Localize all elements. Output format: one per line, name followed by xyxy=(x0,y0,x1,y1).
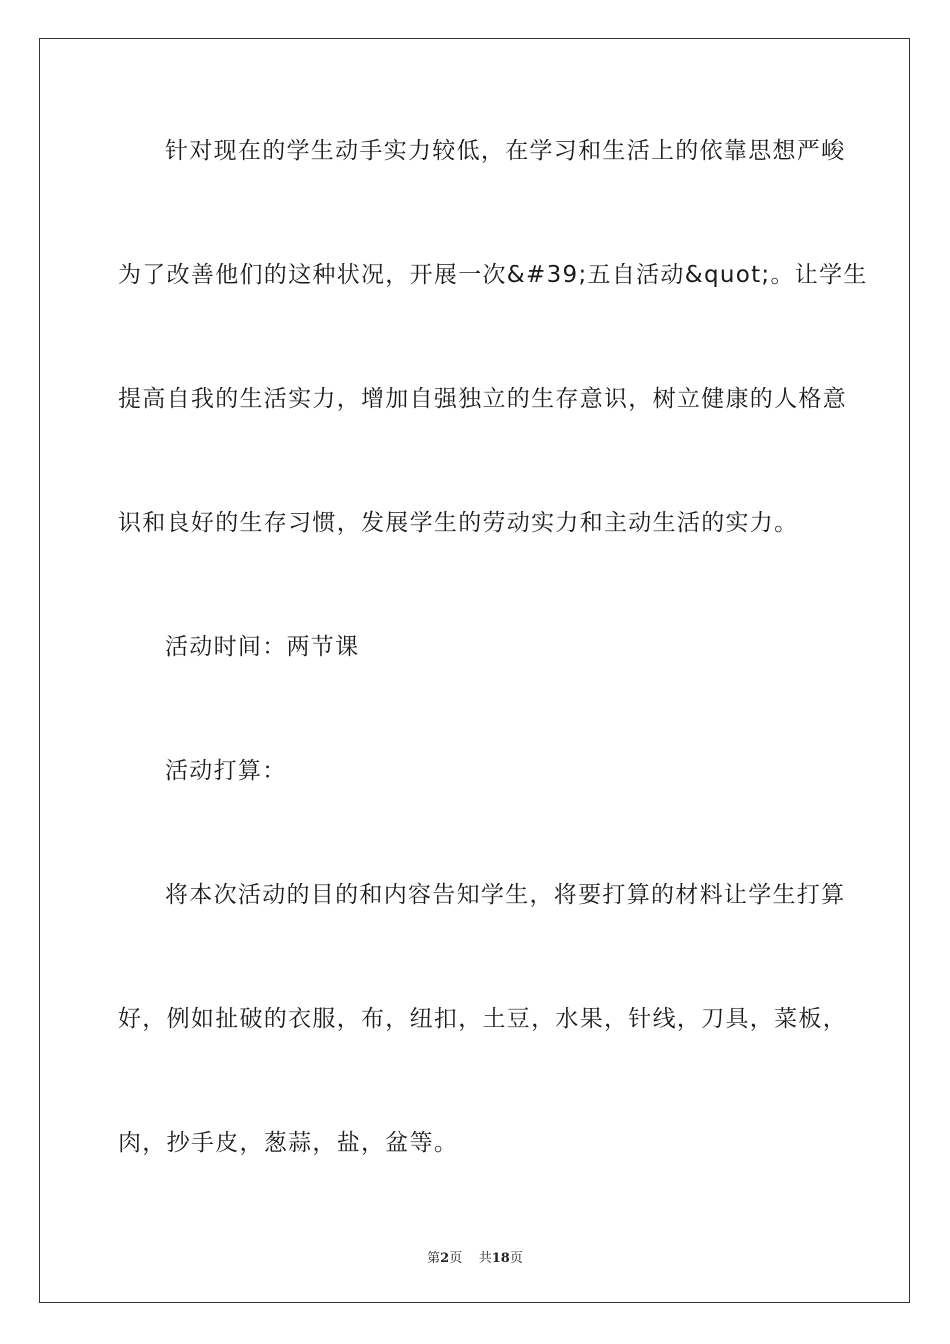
footer-total-pages: 18 xyxy=(491,1251,510,1266)
paragraph-line-8: 好，例如扯破的衣服，布，纽扣，土豆，水果，针线，刀具，菜板， xyxy=(118,1006,847,1032)
paragraph-line-4: 识和良好的生存习惯，发展学生的劳动实力和主动生活的实力。 xyxy=(118,510,799,536)
footer-total-prefix: 共 xyxy=(478,1251,492,1266)
paragraph-line-7: 将本次活动的目的和内容告知学生，将要打算的材料让学生打算 xyxy=(165,882,846,908)
activity-preparation-heading: 活动打算： xyxy=(165,758,287,784)
page-border xyxy=(39,38,910,1303)
footer-page-suffix: 页 xyxy=(449,1251,463,1266)
paragraph-line-1: 针对现在的学生动手实力较低，在学习和生活上的依靠思想严峻 xyxy=(165,138,846,164)
paragraph-line-2: 为了改善他们的这种状况，开展一次&#39;五自活动&quot;。让学生 xyxy=(118,262,868,288)
footer-page-number: 2 xyxy=(440,1251,450,1266)
footer-total-suffix: 页 xyxy=(509,1251,523,1266)
paragraph-line-3: 提高自我的生活实力，增加自强独立的生存意识，树立健康的人格意 xyxy=(118,386,847,412)
paragraph-line-9: 肉，抄手皮，葱蒜，盐，盆等。 xyxy=(118,1130,459,1156)
page-footer xyxy=(0,1247,950,1266)
activity-time-line: 活动时间：两节课 xyxy=(165,634,360,660)
footer-page-prefix: 第 xyxy=(427,1251,441,1266)
